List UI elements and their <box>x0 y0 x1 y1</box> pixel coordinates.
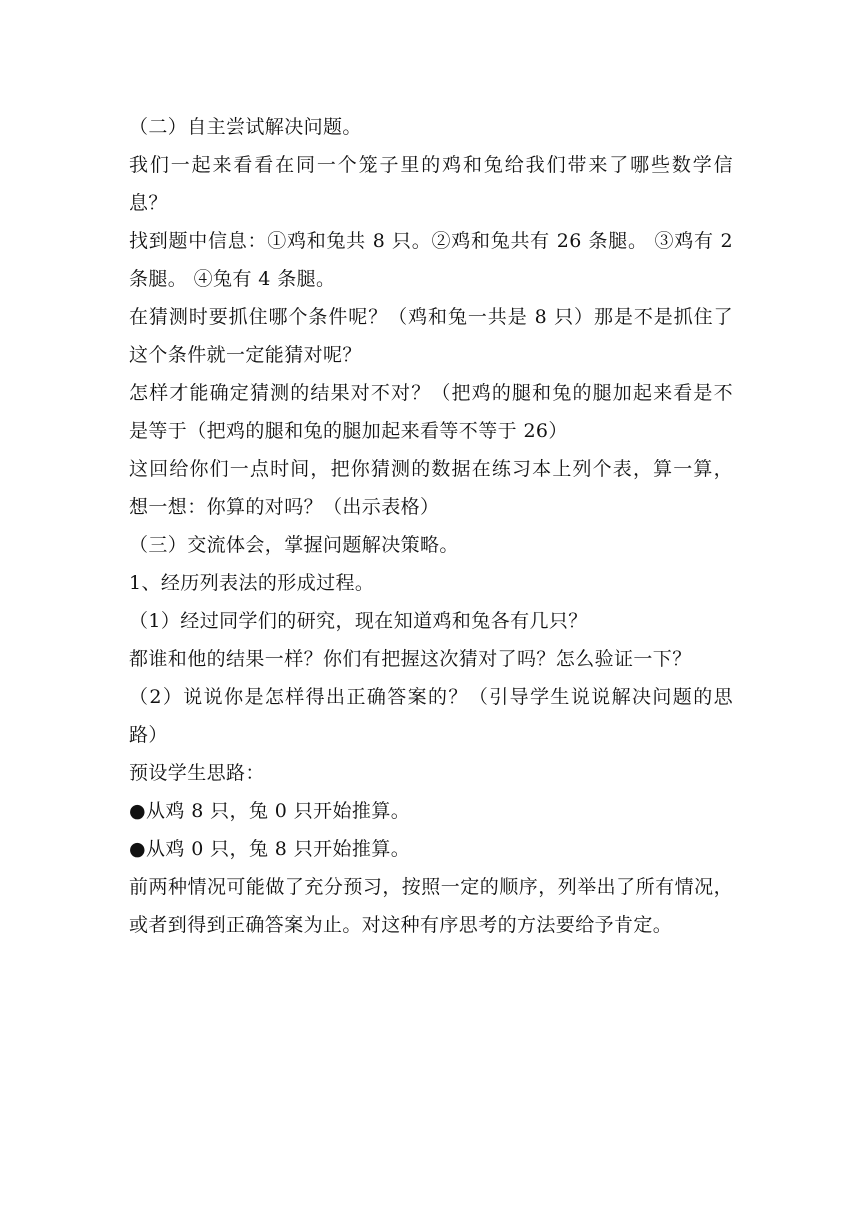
paragraph-line: 这个条件就一定能猜对呢？ <box>129 344 362 366</box>
paragraph-line: 在猜测时要抓住哪个条件呢？（鸡和兔一共是 8 只）那是不是抓住了 <box>129 306 733 328</box>
paragraph-line: 前两种情况可能做了充分预习，按照一定的顺序，列举出了所有情况， <box>129 876 733 898</box>
paragraph-line: 都谁和他的结果一样？你们有把握这次猜对了吗？怎么验证一下？ <box>129 648 692 670</box>
section-heading-3: （三）交流体会，掌握问题解决策略。 <box>129 534 459 556</box>
subsection-heading: 1、经历列表法的形成过程。 <box>129 572 375 594</box>
paragraph-line: 是等于（把鸡的腿和兔的腿加起来看等不等于 26） <box>129 420 568 442</box>
paragraph-line: 路） <box>129 724 168 746</box>
paragraph-line: 条腿。 ④兔有 4 条腿。 <box>129 268 336 290</box>
paragraph-line: （2）说说你是怎样得出正确答案的？（引导学生说说解决问题的思 <box>129 686 733 708</box>
section-heading-2: （二）自主尝试解决问题。 <box>129 116 362 138</box>
paragraph-line: 息？ <box>129 192 168 214</box>
paragraph-line: 怎样才能确定猜测的结果对不对？（把鸡的腿和兔的腿加起来看是不 <box>129 382 733 404</box>
paragraph-line: 想一想：你算的对吗？（出示表格） <box>129 496 440 518</box>
paragraph-line: （1）经过同学们的研究，现在知道鸡和兔各有几只？ <box>129 610 588 632</box>
paragraph-line: 我们一起来看看在同一个笼子里的鸡和兔给我们带来了哪些数学信 <box>129 154 733 176</box>
paragraph-line: 预设学生思路： <box>129 762 265 784</box>
paragraph-line: 或者到得到正确答案为止。对这种有序思考的方法要给予肯定。 <box>129 914 673 936</box>
paragraph-line: 找到题中信息：①鸡和兔共 8 只。②鸡和兔共有 26 条腿。 ③鸡有 2 <box>129 230 733 252</box>
document-body <box>129 108 733 944</box>
bullet-item: ●从鸡 0 只，兔 8 只开始推算。 <box>129 838 411 860</box>
bullet-item: ●从鸡 8 只，兔 0 只开始推算。 <box>129 800 411 822</box>
paragraph-line: 这回给你们一点时间，把你猜测的数据在练习本上列个表，算一算， <box>129 458 733 480</box>
